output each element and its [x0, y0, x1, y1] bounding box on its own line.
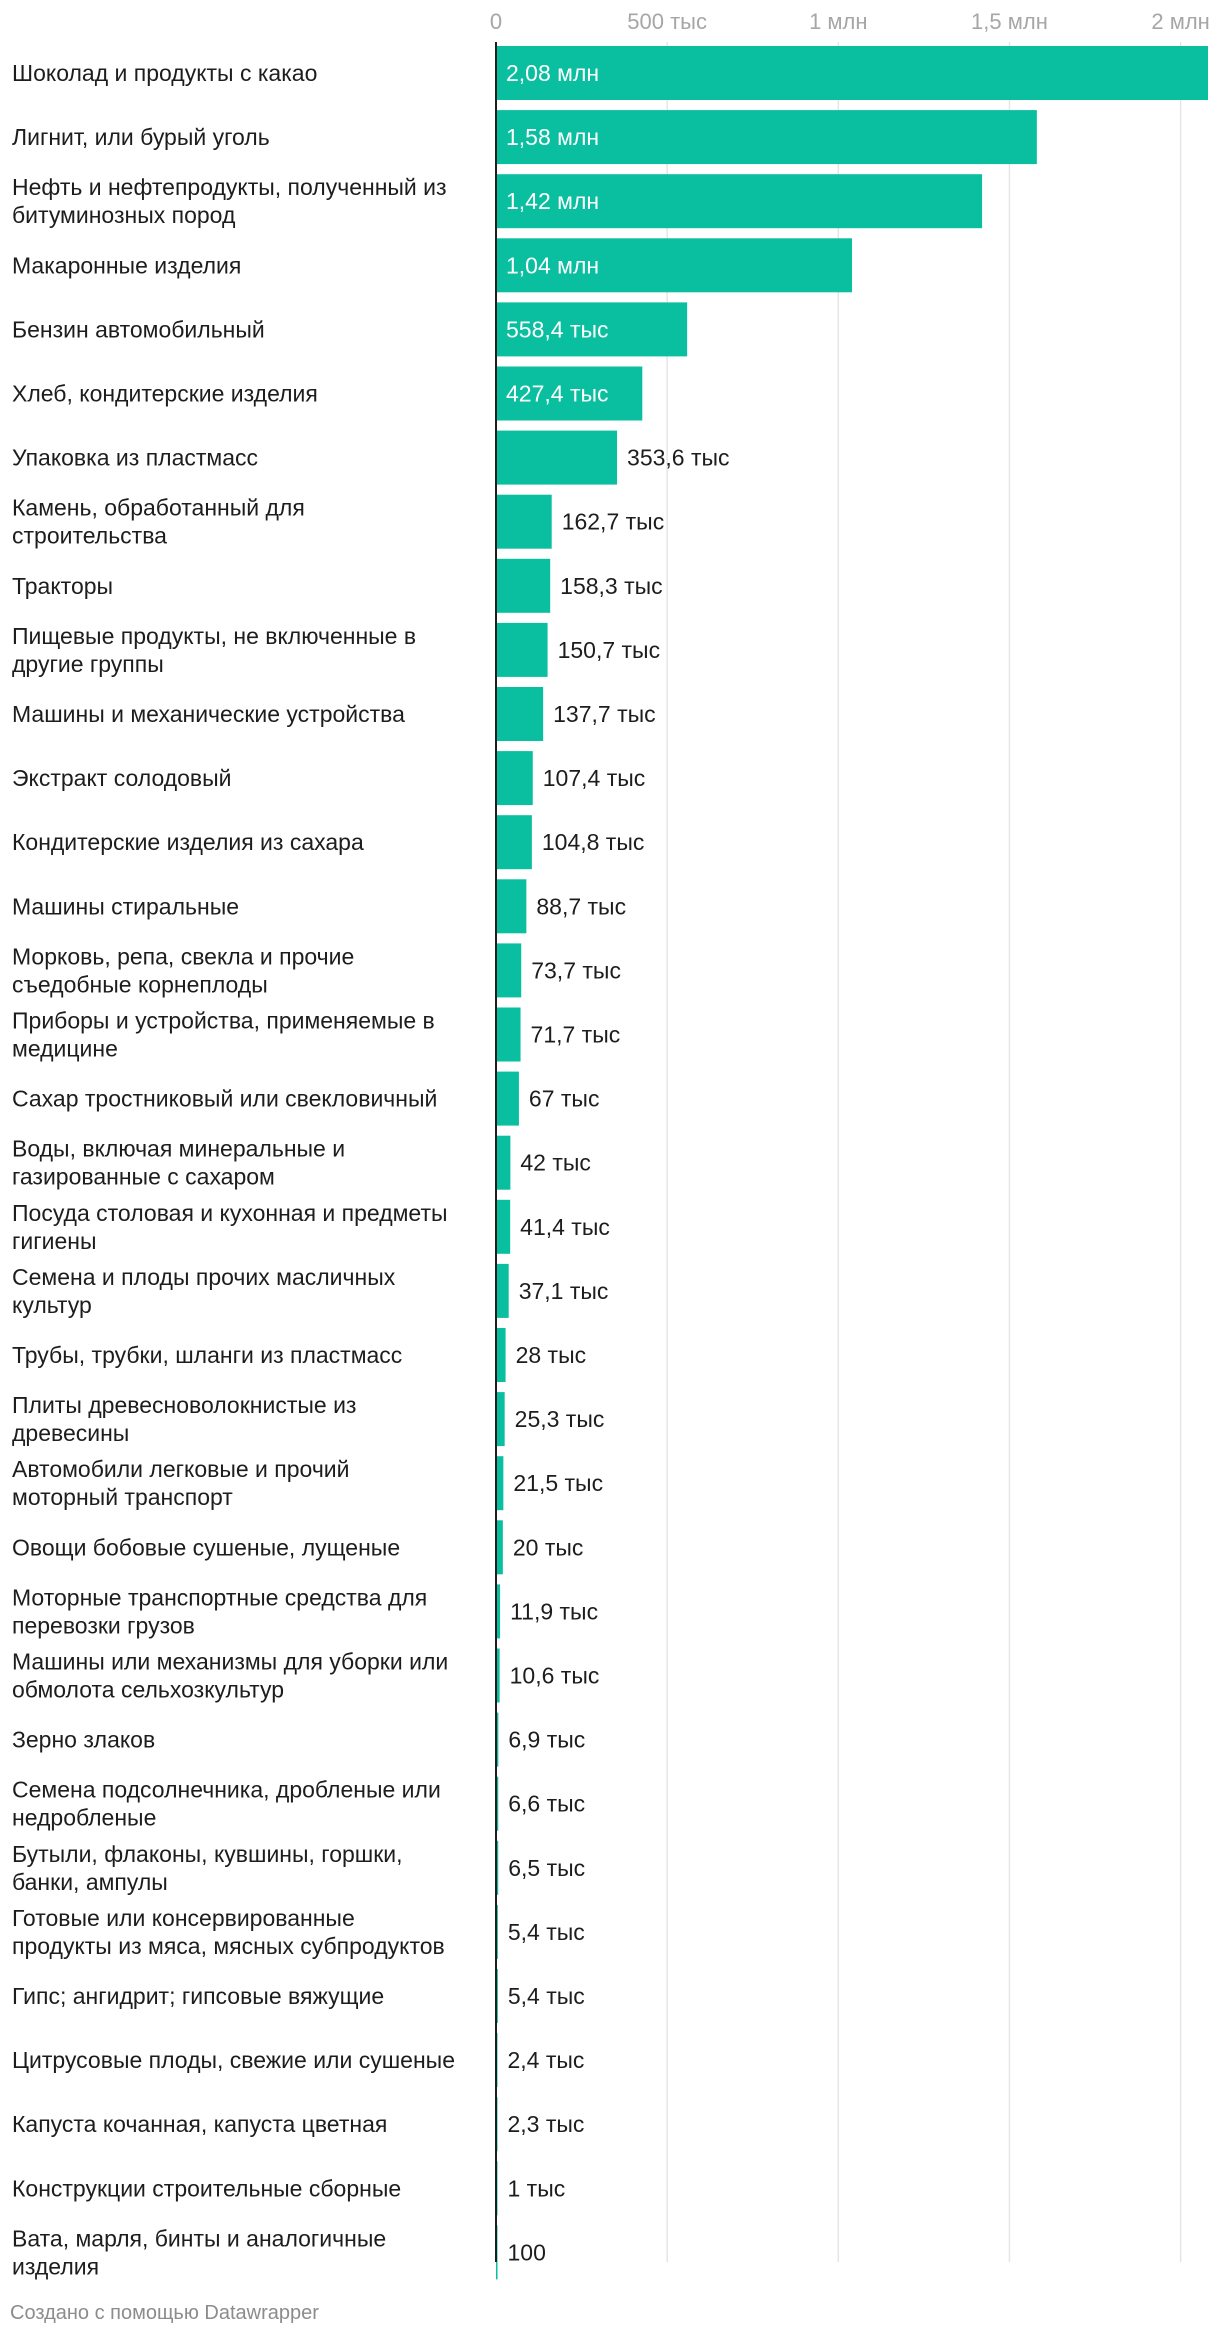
value-label: 6,6 тыс — [508, 1790, 586, 1817]
bar — [496, 623, 548, 677]
category-label: Тракторы — [12, 572, 114, 599]
value-label: 158,3 тыс — [560, 572, 663, 599]
value-label: 1 тыс — [507, 2175, 566, 2202]
value-label: 2,4 тыс — [507, 2047, 585, 2074]
category-label: Приборы и устройства, применяемые в медицине — [12, 1007, 435, 1062]
category-label: Овощи бобовые сушеные, лущеные — [12, 1534, 401, 1561]
value-label: 41,4 тыс — [520, 1213, 610, 1240]
value-label: 353,6 тыс — [627, 444, 730, 471]
value-label: 28 тыс — [515, 1342, 587, 1368]
category-label: Автомобили легковые и прочий моторный транспорт — [12, 1456, 350, 1511]
x-tick-label: 1 млн — [809, 9, 868, 34]
bar — [496, 751, 533, 805]
category-label: Конструкции строительные сборные — [12, 2175, 402, 2202]
value-label: 137,7 тыс — [553, 701, 656, 727]
x-axis-ticks — [490, 9, 1210, 34]
category-label: Бутыли, флаконы, кувшины, горшки, банки, ампулы — [12, 1840, 403, 1895]
value-label: 104,8 тыс — [541, 829, 645, 856]
value-label: 2,08 млн — [506, 60, 600, 86]
category-label: Бензин автомобильный — [12, 316, 265, 343]
category-label: Машины стиральные — [12, 893, 240, 920]
bar — [496, 559, 550, 613]
value-label: 37,1 тыс — [518, 1277, 609, 1304]
category-label: Морковь, репа, свекла и прочие съедобные корнеплоды — [12, 943, 355, 998]
category-label: Посуда столовая и кухонная и предметы гигиены — [12, 1199, 448, 1254]
category-label: Кондитерские изделия из сахара — [12, 829, 364, 856]
category-label: Макаронные изделия — [12, 252, 242, 279]
value-label: 25,3 тыс — [514, 1406, 605, 1433]
bar — [496, 815, 532, 869]
x-tick-label: 500 тыс — [627, 9, 708, 34]
value-label: 88,7 тыс — [536, 893, 627, 920]
value-label: 67 тыс — [528, 1085, 600, 1112]
category-label: Хлеб, кондитерские изделия — [12, 380, 318, 407]
value-label: 107,4 тыс — [542, 765, 646, 792]
bar — [496, 1264, 509, 1318]
bar — [496, 1520, 503, 1574]
category-label: Капуста кочанная, капуста цветная — [12, 2111, 388, 2138]
bar — [496, 879, 526, 933]
value-label: 6,5 тыс — [508, 1854, 586, 1881]
x-tick-label: 1,5 млн — [971, 9, 1048, 34]
category-label: Плиты древесноволокнистые из древесины — [12, 1392, 357, 1447]
category-label: Упаковка из пластмасс — [12, 444, 258, 471]
category-label: Машины и механические устройства — [12, 701, 405, 727]
bar — [496, 1136, 510, 1190]
category-label: Машины или механизмы для уборки или обмолота сельхозкультур — [12, 1648, 449, 1703]
bar — [496, 687, 543, 741]
category-label: Нефть и нефтепродукты, полученный из битуминозных пород — [12, 174, 447, 229]
bar — [496, 1392, 505, 1446]
bar — [496, 495, 552, 549]
bar — [496, 1328, 506, 1382]
value-label: 5,4 тыс — [507, 1918, 585, 1945]
category-label: Камень, обработанный для строительства — [12, 494, 305, 549]
value-label: 1,42 млн — [506, 188, 600, 215]
bar — [496, 1456, 503, 1510]
category-label: Готовые или консервированные продукты из мяса, мясных субпродуктов — [12, 1904, 445, 1959]
value-label: 162,7 тыс — [561, 508, 665, 535]
value-label: 150,7 тыс — [557, 636, 661, 663]
bar — [496, 943, 521, 997]
category-label: Воды, включая минеральные и газированные с сахаром — [12, 1135, 346, 1190]
category-label: Экстракт солодовый — [12, 765, 232, 792]
category-label: Зерно злаков — [12, 1726, 156, 1753]
value-label: 42 тыс — [520, 1149, 591, 1176]
category-label: Моторные транспортные средства для перевозки грузов — [12, 1584, 428, 1639]
footer-credit: Создано с помощью Datawrapper — [10, 2302, 319, 2324]
category-label: Трубы, трубки, шланги из пластмасс — [12, 1342, 403, 1368]
value-label: 21,5 тыс — [513, 1470, 604, 1497]
value-label: 20 тыс — [512, 1534, 584, 1561]
category-label: Сахар тростниковый или свекловичный — [12, 1085, 438, 1112]
bar — [496, 431, 617, 485]
bar — [496, 1008, 521, 1062]
value-label: 1,58 млн — [506, 124, 600, 151]
value-label: 2,3 тыс — [507, 2111, 585, 2138]
x-tick-label: 2 млн — [1151, 9, 1210, 34]
value-label: 10,6 тыс — [509, 1662, 600, 1689]
category-label: Пищевые продукты, не включенные в другие группы — [12, 622, 417, 677]
value-label: 1,04 млн — [506, 252, 600, 279]
value-label: 11,9 тыс — [510, 1598, 599, 1625]
category-label: Лигнит, или бурый уголь — [12, 124, 270, 151]
value-label: 73,7 тыс — [531, 957, 621, 984]
category-labels — [12, 60, 455, 2279]
value-label: 558,4 тыс — [506, 316, 609, 343]
category-label: Цитрусовые плоды, свежие или сушеные — [12, 2047, 455, 2074]
category-label: Вата, марля, бинты и аналогичные изделия — [12, 2225, 387, 2280]
x-tick-label: 0 — [489, 9, 503, 34]
category-label: Семена подсолнечника, дробленые или недробленые — [12, 1776, 441, 1831]
value-label: 71,7 тыс — [530, 1021, 621, 1048]
value-label: 5,4 тыс — [507, 1983, 585, 2009]
bar — [496, 1200, 510, 1254]
category-label: Шоколад и продукты с какао — [12, 60, 318, 86]
value-label: 100 — [507, 2239, 546, 2266]
bar — [496, 1072, 519, 1126]
bar — [496, 46, 1208, 100]
value-label: 427,4 тыс — [506, 380, 609, 407]
category-label: Семена и плоды прочих масличных культур — [12, 1263, 396, 1318]
category-label: Гипс; ангидрит; гипсовые вяжущие — [12, 1983, 385, 2009]
value-label: 6,9 тыс — [508, 1726, 586, 1753]
grid-lines — [667, 42, 1180, 2262]
